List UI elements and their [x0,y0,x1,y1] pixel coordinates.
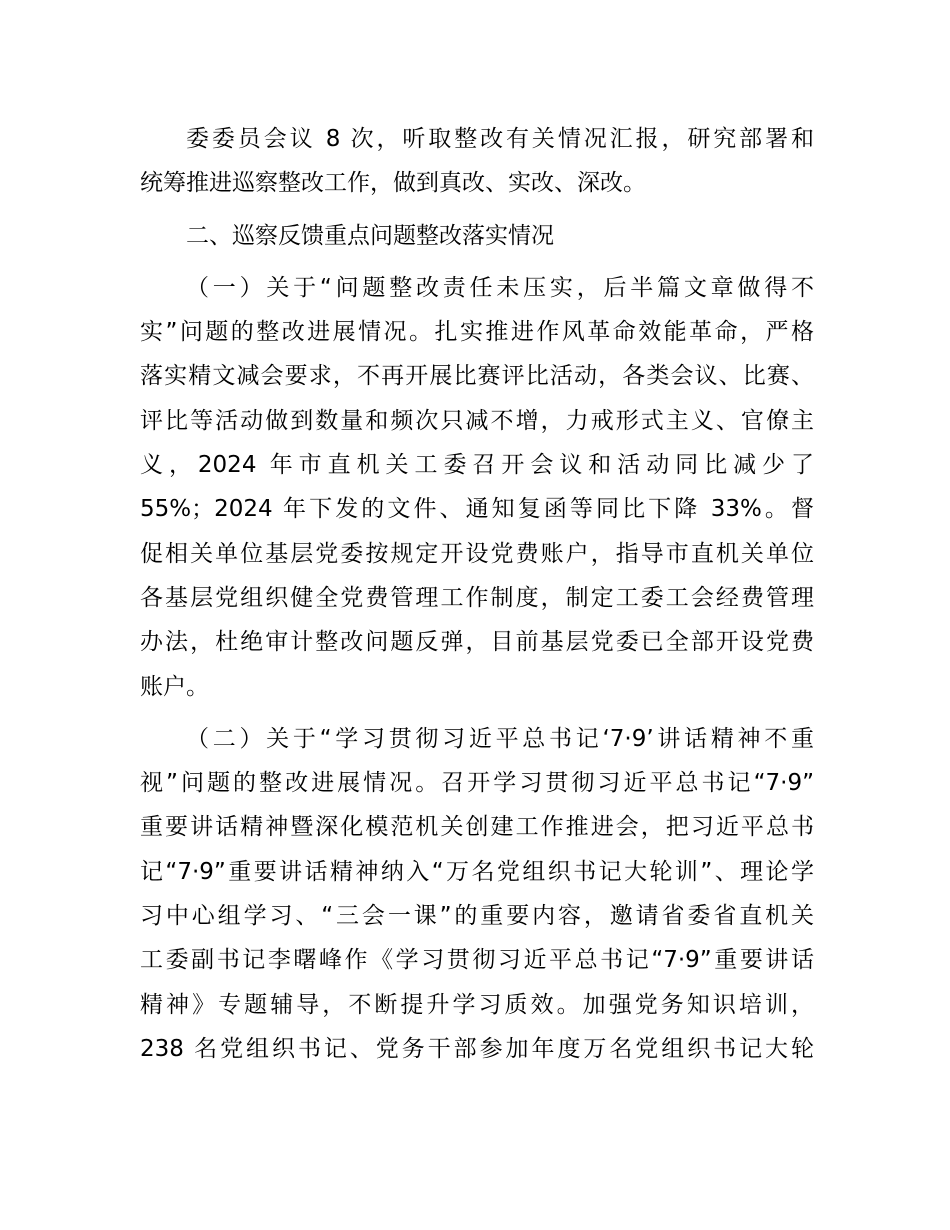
text-line: 精神》专题辅导，不断提升学习质效。加强党务知识培训， [140,991,814,1018]
text-line: 实”问题的整改进展情况。扎实推进作风革命效能革命，严格 [140,319,814,346]
paragraph-3 [140,266,814,709]
text-line: （一）关于“问题整改责任未压实，后半篇文章做得不 [186,274,814,301]
text-line: 落实精文减会要求，不再开展比赛评比活动，各类会议、比赛、 [140,363,814,390]
paragraph-1 [140,117,814,206]
text-line: 账户。 [140,673,209,700]
text-line: 视”问题的整改进展情况。召开学习贯彻习近平总书记“7·9” [140,770,814,797]
paragraph-4 [140,717,814,1071]
text-line: 55%；2024 年下发的文件、通知复函等同比下降 33%。督 [140,496,814,523]
text-line: 记“7·9”重要讲话精神纳入“万名党组织书记大轮训”、理论学 [140,858,814,885]
text-line: 统筹推进巡察整改工作，做到真改、实改、深改。 [140,170,646,197]
text-line: 238 名党组织书记、党务干部参加年度万名党组织书记大轮 [140,1035,814,1062]
text-line: 办法，杜绝审计整改问题反弹，目前基层党委已全部开设党费 [140,629,814,656]
text-line: （二）关于“学习贯彻习近平总书记‘7·9’讲话精神不重 [186,725,814,752]
text-line: 工委副书记李曙峰作《学习贯彻习近平总书记“7·9”重要讲话 [140,947,814,974]
text-line: 习中心组学习、“三会一课”的重要内容，邀请省委省直机关 [140,903,814,930]
text-line: 义，2024 年市直机关工委召开会议和活动同比减少了 [140,452,814,479]
section-heading [140,214,814,258]
text-line: 委委员会议 8 次，听取整改有关情况汇报，研究部署和 [186,126,814,152]
text-line: 评比等活动做到数量和频次只减不增，力戒形式主义、官僚主 [140,407,814,434]
text-line: 各基层党组织健全党费管理工作制度，制定工委工会经费管理 [140,584,814,611]
text-line: 重要讲话精神暨深化模范机关创建工作推进会，把习近平总书 [140,814,814,841]
text-line: 二、巡察反馈重点问题整改落实情况 [186,222,554,249]
document-body [140,117,814,1071]
text-line: 促相关单位基层党委按规定开设党费账户，指导市直机关单位 [140,540,814,567]
